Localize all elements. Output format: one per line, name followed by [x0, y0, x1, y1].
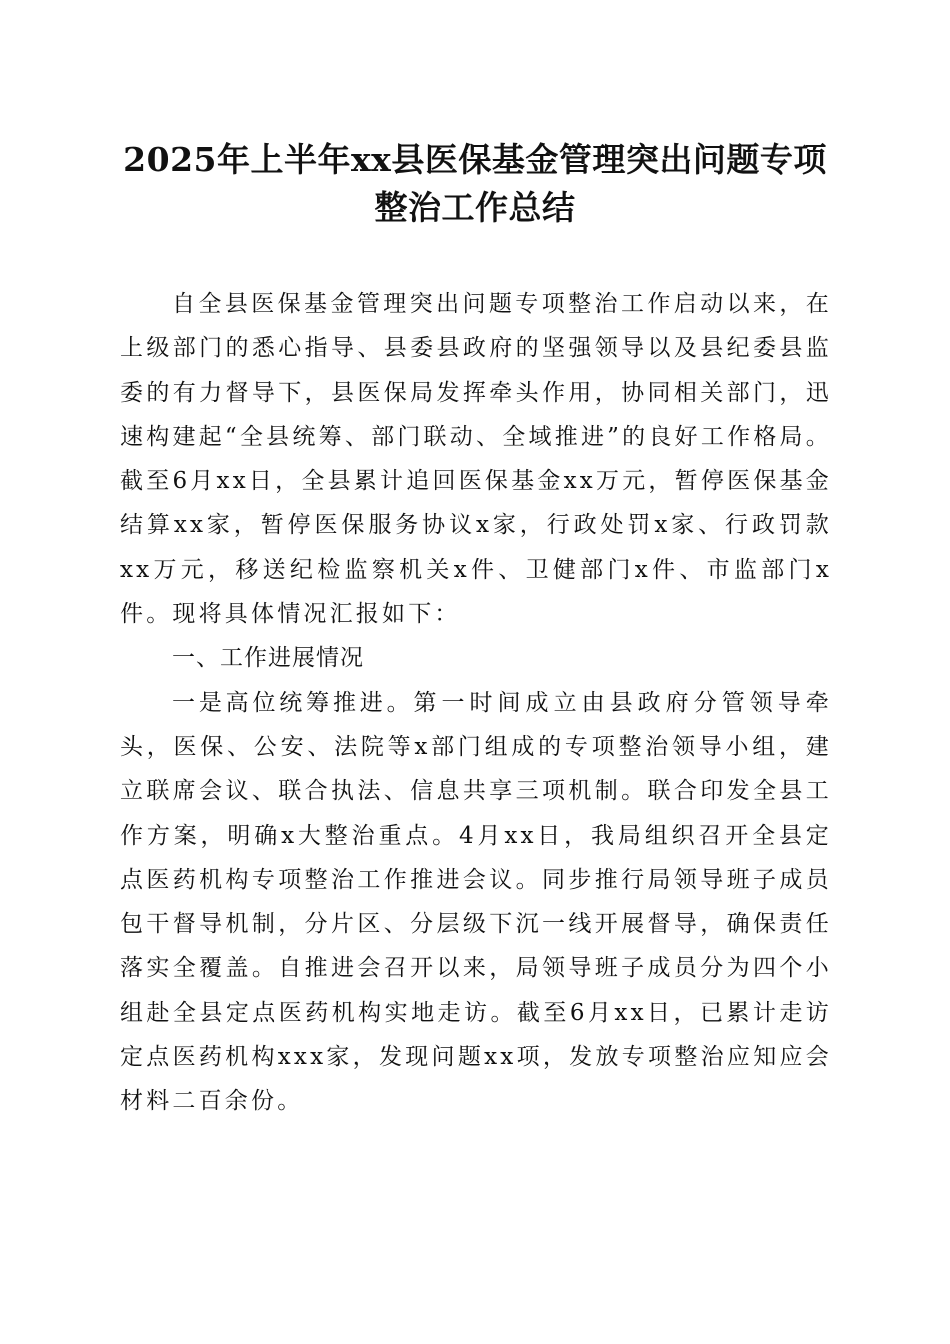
item-lead-phrase: 一是高位统筹推进。: [172, 689, 414, 716]
item-paragraph: [120, 681, 832, 1124]
intro-paragraph: 自全县医保基金管理突出问题专项整治工作启动以来，在上级部门的悉心指导、县委县政府的坚强领导以及县纪委县监委的有力督导下，县医保局发挥牵头作用，协同相关部门，迅速构建起“全县统筹、部门联动、全域推进”的良好工作格局。截至6月xx日，全县累计追回医保基金xx万元，暂停医保基金结算xx家，暂停医保服务协议x家，行政处罚x家、行政罚款xx万元，移送纪检监察机关x件、卫健部门x件、市监部门x件。现将具体情况汇报如下：: [120, 291, 832, 628]
section-heading: 一、工作进展情况: [172, 645, 364, 672]
document-body: [120, 282, 832, 1124]
item-body-text: 第一时间成立由县政府分管领导牵头，医保、公安、法院等x部门组成的专项整治领导小组，建立联席会议、联合执法、信息共享三项机制。联合印发全县工作方案，明确x大整治重点。4月xx日，我局组织召开全县定点医药机构专项整治工作推进会议。同步推行局领导班子成员包干督导机制，分片区、分层级下沉一线开展督导，确保责任落实全覆盖。自推进会召开以来，局领导班子成员分为四个小组赴全县定点医药机构实地走访。截至6月xx日，已累计走访定点医药机构xxx家，发现问题xx项，发放专项整治应知应会材料二百余份。: [120, 689, 833, 1115]
document-title: 2025年上半年xx县医保基金管理突出问题专项整治工作总结: [123, 140, 827, 227]
